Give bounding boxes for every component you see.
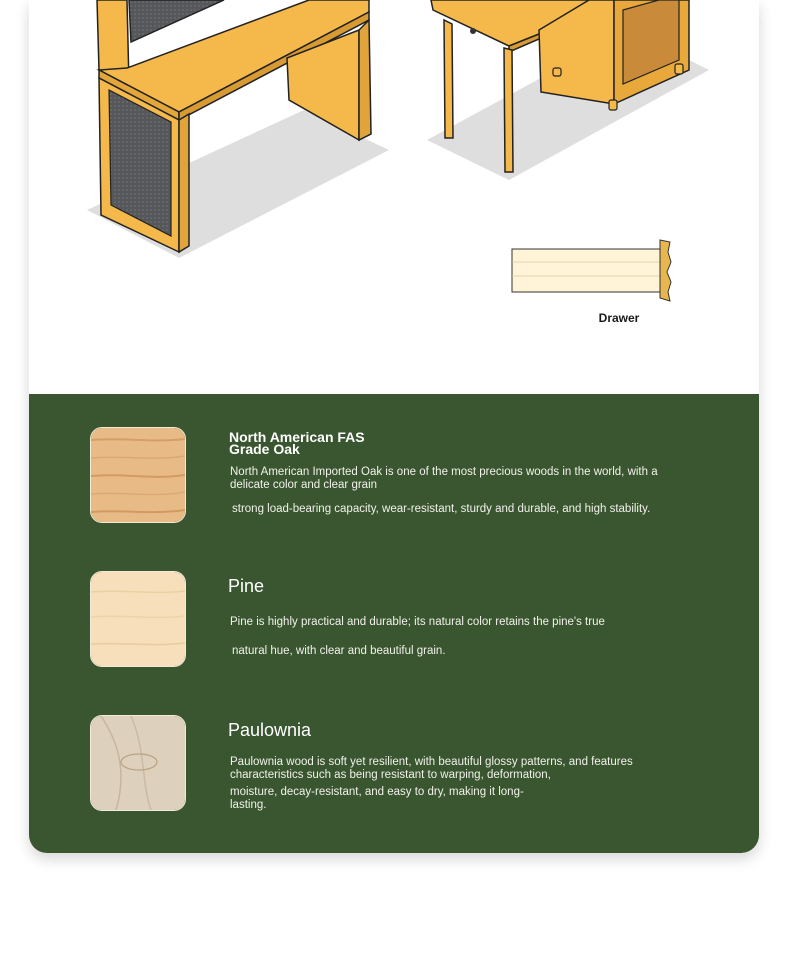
drawer-graphic <box>512 240 671 301</box>
desk-illustration-svg <box>29 0 759 394</box>
oak-description-2: strong load-bearing capacity, wear-resistant, sturdy and durable, and high stability. <box>232 503 651 515</box>
pine-description-1: Pine is highly practical and durable; its natural color retains the pine's true <box>230 616 605 628</box>
pine-swatch-image <box>90 571 186 667</box>
paulownia-description-2: moisture, decay-resistant, and easy to dry, making it long-lasting. <box>230 786 524 811</box>
product-detail-card <box>29 0 759 853</box>
drawer-label: Drawer <box>598 311 640 325</box>
left-desk-graphic <box>87 0 389 258</box>
materials-panel <box>29 394 759 853</box>
oak-title: North American FAS Grade Oak <box>229 429 365 457</box>
pine-title: Pine <box>228 576 265 596</box>
pine-description-2: natural hue, with clear and beautiful grain. <box>232 645 446 657</box>
furniture-illustration <box>29 0 759 394</box>
right-desk-graphic <box>427 0 709 180</box>
oak-swatch-image <box>90 427 186 523</box>
paulownia-description-1: Paulownia wood is soft yet resilient, with beautiful glossy patterns, and features characteristics such as being resistant to warping, deformation, <box>230 756 633 781</box>
paulownia-title: Paulownia <box>228 720 312 740</box>
paulownia-swatch-image <box>90 715 186 811</box>
oak-description-1: North American Imported Oak is one of the most precious woods in the world, with a delicate color and clear grain <box>230 466 658 491</box>
